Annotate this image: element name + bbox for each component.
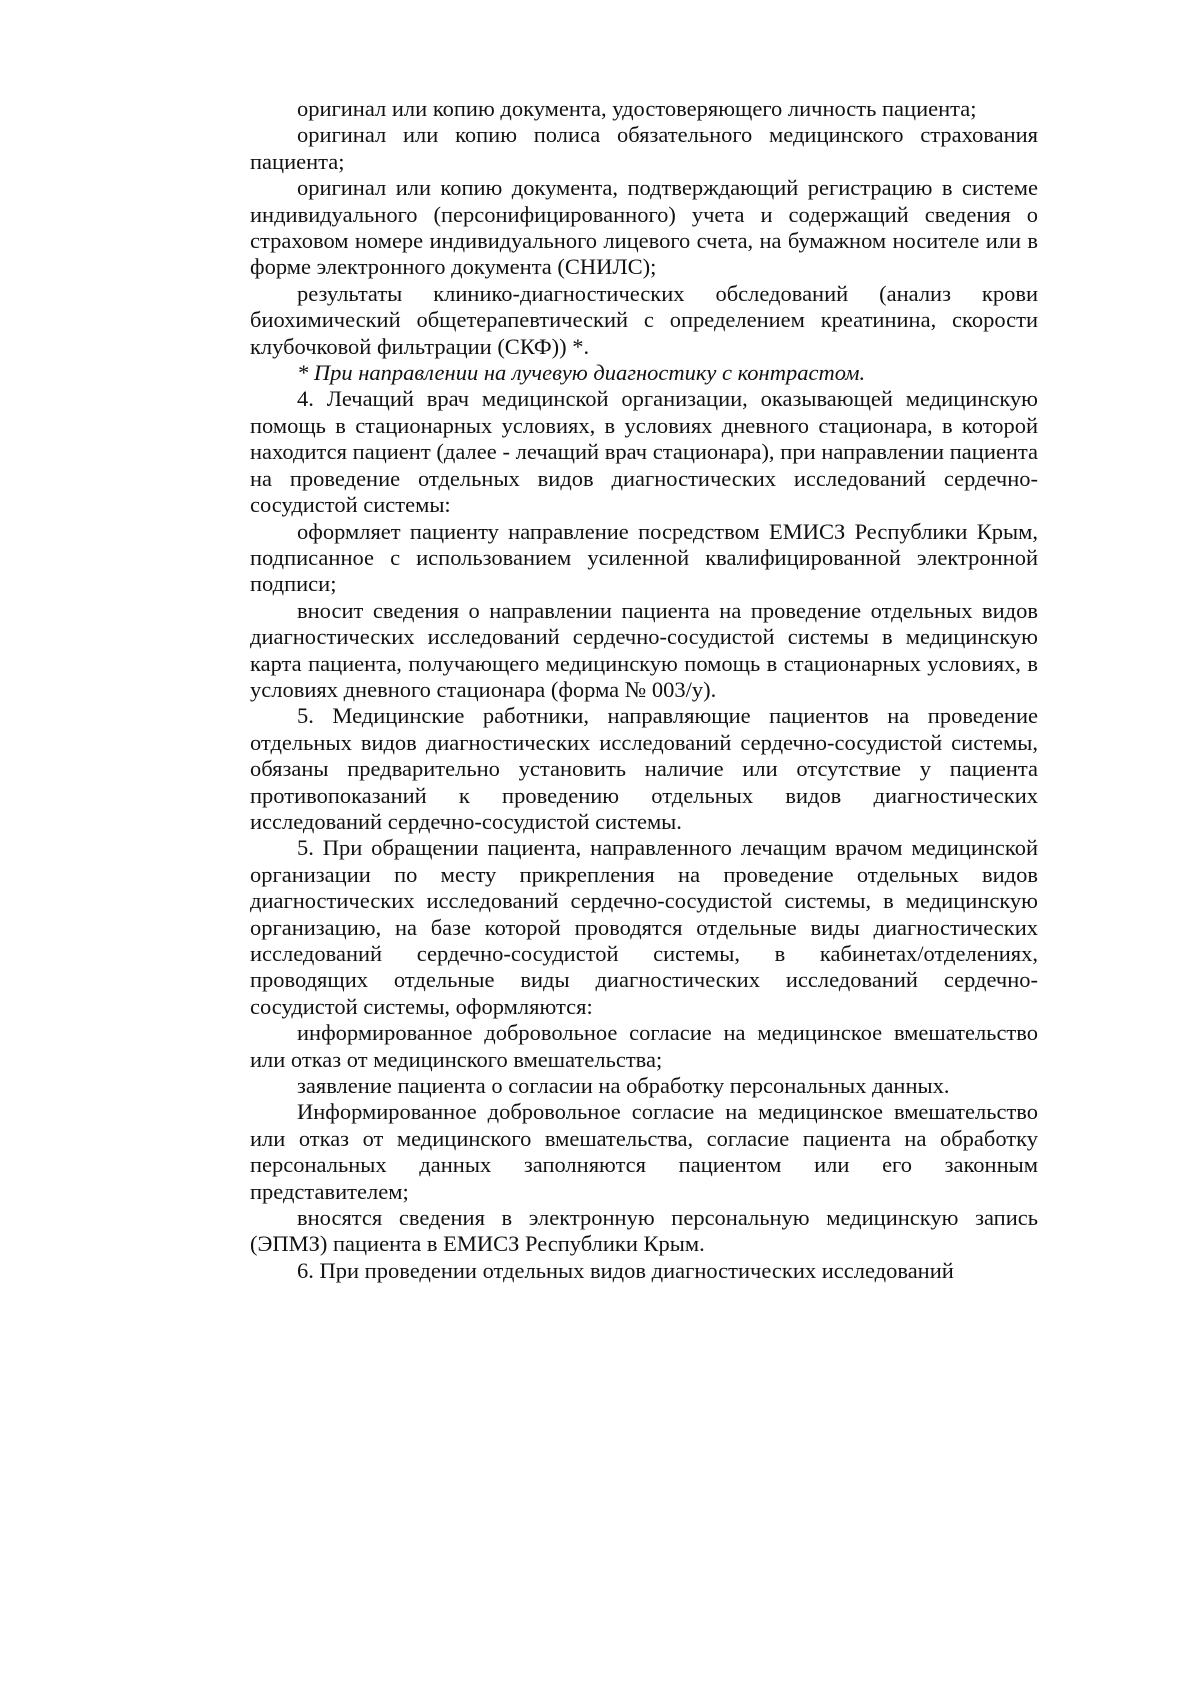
paragraph-section-4: 4. Лечащий врач медицинской организации, оказывающей медицинскую помощь в стационарных условиях, в условиях дневного стационара, в которой находится пациент (далее - лечащий врач стационара), при направлении пациента на проведение отдельных видов диагностических исследований сердечно-сосудистой системы: (250, 386, 1038, 518)
footnote-contrast: * При направлении на лучевую диагностику с контрастом. (297, 360, 866, 386)
paragraph-epmz: вносятся сведения в электронную персональную медицинскую запись (ЭПМЗ) пациента в ЕМИСЗ Республики Крым. (250, 1205, 1038, 1257)
document-page (250, 96, 1038, 1284)
paragraph-snils: оригинал или копию документа, подтверждающий регистрацию в системе индивидуального (персонифицированного) учета и содержащий сведения о страховом номере индивидуального лицевого счета, на бумажном носителе или в форме электронного документа (СНИЛС); (250, 175, 1038, 280)
paragraph-section-5-contraindications: 5. Медицинские работники, направляющие пациентов на проведение отдельных видов диагностических исследований сердечно-сосудистой системы, обязаны предварительно установить наличие или отсутствие у пациента противопоказаний к проведению отдельных видов диагностических исследований сердечно-сосудистой системы. (250, 703, 1038, 834)
paragraph-personal-data: заявление пациента о согласии на обработку персональных данных. (297, 1073, 950, 1099)
paragraph-test-results: результаты клинико-диагностических обследований (анализ крови биохимический общетерапевтический с определением креатинина, скорости клубочковой фильтрации (СКФ)) *. (250, 280, 1038, 359)
paragraph-referral: оформляет пациенту направление посредством ЕМИСЗ Республики Крым, подписанное с использованием усиленной квалифицированной электронной подписи; (250, 518, 1038, 597)
paragraph-informed-consent: информированное добровольное согласие на медицинское вмешательство или отказ от медицинского вмешательства; (250, 1020, 1038, 1072)
paragraph-identity-document: оригинал или копию документа, удостоверяющего личность пациента; (297, 96, 977, 121)
paragraph-insurance-policy: оригинал или копию полиса обязательного медицинского страхования пациента; (250, 122, 1038, 174)
paragraph-section-5-appeal: 5. При обращении пациента, направленного лечащим врачом медицинской организации по месту прикрепления на проведение отдельных видов диагностических исследований сердечно-сосудистой системы, в медицинскую организацию, на базе которой проводятся отдельные виды диагностических исследований сердечно-сосудистой системы, в кабинетах/отделениях, проводящих отдельные виды диагностических исследований сердечно-сосудистой системы, оформляются: (250, 835, 1038, 1019)
paragraph-consent-filling: Информированное добровольное согласие на медицинское вмешательство или отказ от медицинского вмешательства, согласие пациента на обработку персональных данных заполняются пациентом или его законным представителем; (250, 1099, 1038, 1204)
paragraph-section-6: 6. При проведении отдельных видов диагностических исследований (297, 1257, 954, 1283)
paragraph-medical-record: вносит сведения о направлении пациента на проведение отдельных видов диагностических исследований сердечно-сосудистой системы в медицинскую карта пациента, получающего медицинскую помощь в стационарных условиях, в условиях дневного стационара (форма № 003/у). (250, 597, 1038, 702)
